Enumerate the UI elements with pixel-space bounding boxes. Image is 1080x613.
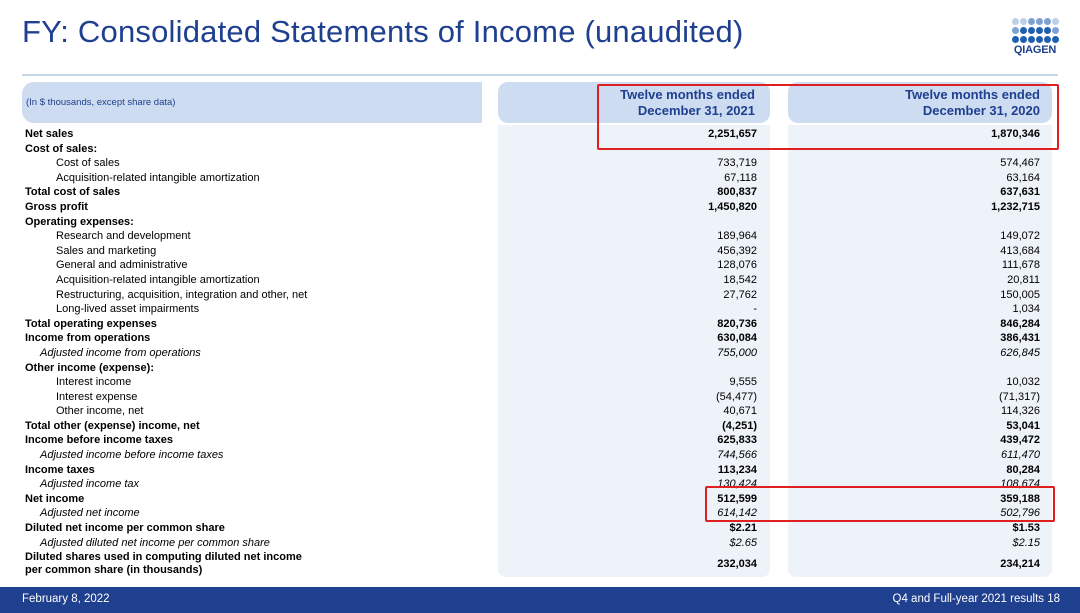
row-label: Total operating expenses <box>25 317 157 330</box>
value-2021: 128,076 <box>717 259 757 272</box>
value-2021: 456,392 <box>717 244 757 257</box>
table-row <box>0 244 1080 259</box>
table-row <box>0 521 1080 536</box>
value-2020: 149,072 <box>1000 230 1040 243</box>
value-2020: 574,467 <box>1000 157 1040 170</box>
value-2020: 150,005 <box>1000 288 1040 301</box>
row-label: Adjusted income before income taxes <box>40 449 224 462</box>
footer-date: February 8, 2022 <box>22 593 110 605</box>
value-2020: 502,796 <box>1000 507 1040 520</box>
value-2020: 611,470 <box>1001 449 1040 462</box>
row-label: Gross profit <box>25 200 88 213</box>
value-2020: 1,870,346 <box>991 128 1040 140</box>
row-label: Cost of sales: <box>25 142 98 155</box>
table-row <box>0 404 1080 419</box>
value-2021: 512,599 <box>717 492 757 505</box>
table-row <box>0 229 1080 244</box>
logo-wordmark: QIAGEN <box>1013 44 1057 56</box>
value-2021: 1,450,820 <box>708 200 757 213</box>
table-row <box>0 433 1080 448</box>
value-2021: 614,142 <box>717 507 757 520</box>
table-row <box>0 317 1080 332</box>
table-row <box>0 346 1080 361</box>
row-label: Other income (expense): <box>25 361 154 374</box>
value-2020: 53,041 <box>1006 419 1040 432</box>
table-row <box>0 171 1080 186</box>
value-2020: 111,678 <box>1001 259 1040 272</box>
row-label: Research and development <box>56 230 191 243</box>
value-2021: 630,084 <box>717 332 757 345</box>
value-2021: 625,833 <box>717 434 757 447</box>
value-2021: 9,555 <box>729 376 757 389</box>
value-2020: 20,811 <box>1007 273 1040 286</box>
table-row <box>0 185 1080 200</box>
row-label: Cost of sales <box>56 157 120 170</box>
value-2021: 744,566 <box>717 449 757 462</box>
value-2020: (71,317) <box>999 390 1040 403</box>
table-row <box>0 273 1080 288</box>
table-row <box>0 215 1080 230</box>
row-label: Income before income taxes <box>25 434 173 447</box>
row-label: Other income, net <box>56 405 144 418</box>
table-row <box>0 200 1080 215</box>
row-label: Net income <box>25 492 85 505</box>
table-row <box>0 375 1080 390</box>
value-2020: 1,034 <box>1012 303 1040 316</box>
row-label: General and administrative <box>56 259 188 272</box>
table-row <box>0 536 1080 551</box>
column-header-2021-line2: December 31, 2021 <box>637 103 755 118</box>
value-2020: 413,684 <box>1000 244 1040 257</box>
value-2020: $1.53 <box>1012 522 1040 535</box>
value-2021: (4,251) <box>722 419 757 432</box>
row-label: Acquisition-related intangible amortization <box>56 171 260 184</box>
value-2021: 755,000 <box>717 346 757 359</box>
value-2021: 733,719 <box>717 157 757 170</box>
value-2021: - <box>753 303 757 316</box>
units-note: (In $ thousands, except share data) <box>26 97 176 108</box>
column-header-2020-line2: December 31, 2020 <box>922 103 1040 118</box>
value-2021: 27,762 <box>723 288 757 301</box>
highlight-box-net-income <box>705 486 1055 522</box>
value-2020: 108,674 <box>1000 478 1040 491</box>
value-2021: $2.65 <box>729 536 757 549</box>
value-2021: (54,477) <box>716 390 757 403</box>
value-2021: 820,736 <box>717 317 757 330</box>
footer-page-info: Q4 and Full-year 2021 results 18 <box>892 593 1060 605</box>
row-label: Adjusted income tax <box>40 478 140 491</box>
slide-title: FY: Consolidated Statements of Income (unaudited) <box>22 14 744 49</box>
highlight-box-net-sales <box>597 84 1059 150</box>
row-label: Diluted shares used in computing diluted net income per common share (in thousands) <box>25 551 302 576</box>
value-2020: $2.15 <box>1012 536 1040 549</box>
row-label: Adjusted income from operations <box>40 346 201 359</box>
row-label: Net sales <box>25 128 74 140</box>
row-label: Diluted net income per common share <box>25 522 225 535</box>
value-2021: 2,251,657 <box>708 128 757 140</box>
row-label: Income taxes <box>25 463 95 476</box>
value-2021: $2.21 <box>729 522 757 535</box>
row-label: Adjusted net income <box>40 507 140 520</box>
row-label: Sales and marketing <box>56 244 157 257</box>
value-2020: 63,164 <box>1006 171 1040 184</box>
row-label: Adjusted diluted net income per common share <box>40 536 270 549</box>
value-2020: 1,232,715 <box>991 200 1040 213</box>
value-2021: 800,837 <box>717 186 757 199</box>
row-label: Restructuring, acquisition, integration and other, net <box>56 288 308 301</box>
table-row <box>0 258 1080 273</box>
table-row <box>0 463 1080 478</box>
value-2021: 18,542 <box>723 273 757 286</box>
column-header-2020-line1: Twelve months ended <box>905 87 1040 102</box>
value-2021: 189,964 <box>717 230 757 243</box>
value-2020: 439,472 <box>1000 434 1040 447</box>
row-label: Interest income <box>56 376 132 389</box>
value-2021: 113,234 <box>717 463 757 476</box>
value-2020: 234,214 <box>1000 558 1040 571</box>
value-2020: 80,284 <box>1006 463 1040 476</box>
value-2020: 10,032 <box>1006 376 1040 389</box>
table-row <box>0 361 1080 376</box>
table-row <box>0 448 1080 463</box>
value-2020: 626,845 <box>1000 346 1040 359</box>
row-label: Total cost of sales <box>25 186 121 199</box>
title-divider <box>22 74 1058 76</box>
table-row <box>0 302 1080 317</box>
table-row <box>0 288 1080 303</box>
value-2021: 40,671 <box>723 405 757 418</box>
row-label: Operating expenses: <box>25 215 134 228</box>
row-label: Income from operations <box>25 332 151 345</box>
table-row <box>0 550 1080 578</box>
value-2020: 386,431 <box>1000 332 1040 345</box>
table-row <box>0 419 1080 434</box>
qiagen-logo <box>1006 18 1064 66</box>
row-label: Total other (expense) income, net <box>25 419 200 432</box>
value-2020: 637,631 <box>1000 186 1040 199</box>
value-2021: 232,034 <box>717 558 757 571</box>
value-2020: 359,188 <box>1000 492 1040 505</box>
row-label: Interest expense <box>56 390 138 403</box>
table-row <box>0 156 1080 171</box>
table-row <box>0 390 1080 405</box>
logo-dots-icon <box>1006 18 1064 43</box>
row-label: Acquisition-related intangible amortization <box>56 273 260 286</box>
value-2021: 130,424 <box>717 478 757 491</box>
row-label: Long-lived asset impairments <box>56 303 200 316</box>
column-header-2021-line1: Twelve months ended <box>620 87 755 102</box>
table-row <box>0 331 1080 346</box>
value-2021: 67,118 <box>724 171 757 184</box>
value-2020: 846,284 <box>1000 317 1040 330</box>
value-2020: 114,326 <box>1001 405 1040 418</box>
footer-bar <box>0 587 1080 613</box>
